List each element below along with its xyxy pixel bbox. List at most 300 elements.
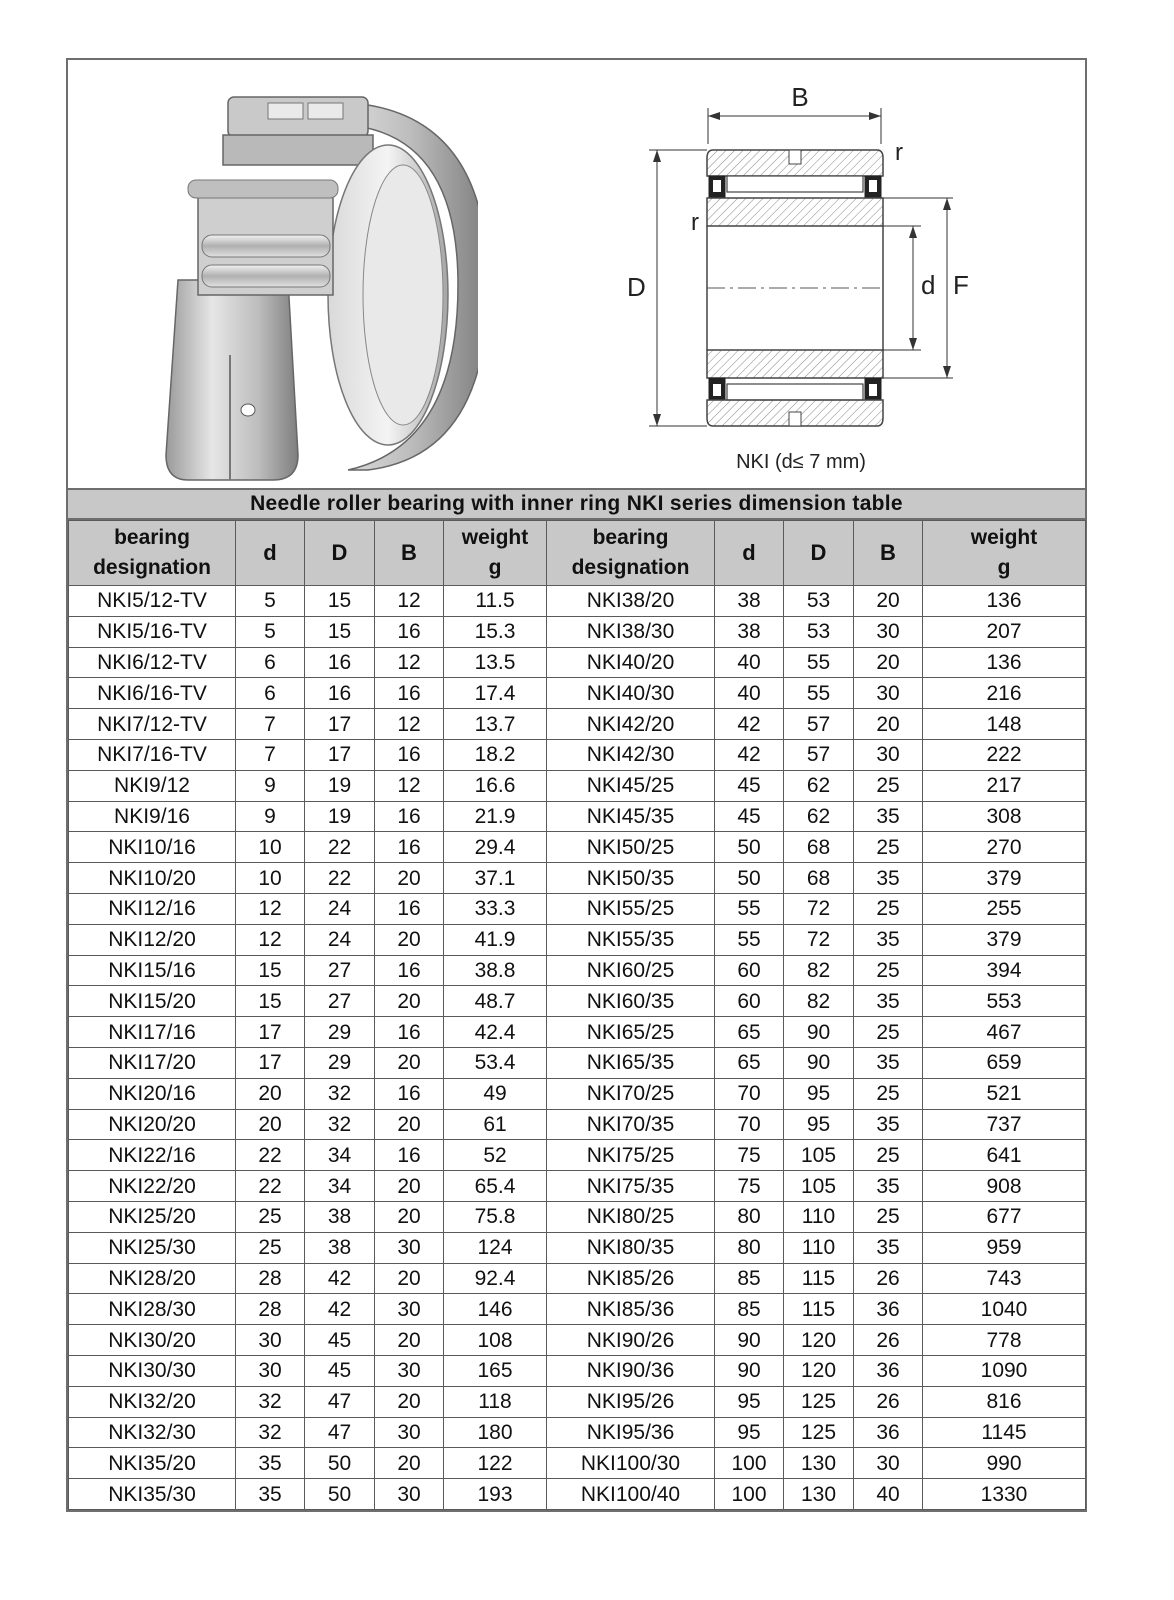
- cell-D-left: 47: [305, 1386, 375, 1417]
- cell-D-left: 24: [305, 893, 375, 924]
- cell-B-right: 26: [854, 1386, 923, 1417]
- cell-weight-right: 778: [923, 1325, 1086, 1356]
- cell-weight-left: 53.4: [444, 1047, 547, 1078]
- cell-D-right: 115: [784, 1263, 854, 1294]
- table-title: Needle roller bearing with inner ring NKI series dimension table: [68, 488, 1085, 520]
- cell-weight-right: 136: [923, 647, 1086, 678]
- cell-d-left: 30: [236, 1325, 305, 1356]
- cell-D-right: 57: [784, 739, 854, 770]
- cell-D-left: 16: [305, 647, 375, 678]
- cell-B-right: 25: [854, 1140, 923, 1171]
- cell-d-left: 22: [236, 1171, 305, 1202]
- header-D-right: D: [784, 521, 854, 586]
- cell-weight-left: 124: [444, 1232, 547, 1263]
- cell-D-left: 34: [305, 1171, 375, 1202]
- table-body: [69, 586, 1086, 1510]
- cell-designation-left: NKI25/20: [69, 1201, 236, 1232]
- cell-B-right: 25: [854, 1017, 923, 1048]
- cell-weight-right: 217: [923, 770, 1086, 801]
- table-row: [69, 1078, 1086, 1109]
- cell-B-right: 25: [854, 1078, 923, 1109]
- cell-B-left: 16: [375, 893, 444, 924]
- table-row: [69, 955, 1086, 986]
- cell-weight-right: 136: [923, 586, 1086, 617]
- cell-designation-left: NKI9/12: [69, 770, 236, 801]
- cell-d-right: 40: [715, 678, 784, 709]
- cell-d-left: 25: [236, 1201, 305, 1232]
- cell-B-left: 16: [375, 739, 444, 770]
- cell-designation-left: NKI17/16: [69, 1017, 236, 1048]
- header-B-left: B: [375, 521, 444, 586]
- cell-d-left: 30: [236, 1355, 305, 1386]
- cell-B-right: 36: [854, 1417, 923, 1448]
- cell-B-right: 35: [854, 1047, 923, 1078]
- cell-weight-left: 15.3: [444, 616, 547, 647]
- cell-d-right: 100: [715, 1479, 784, 1510]
- cell-weight-left: 75.8: [444, 1201, 547, 1232]
- cell-D-right: 95: [784, 1109, 854, 1140]
- cell-d-right: 42: [715, 739, 784, 770]
- table-row: [69, 1294, 1086, 1325]
- cell-B-right: 30: [854, 678, 923, 709]
- cell-designation-right: NKI50/35: [547, 863, 715, 894]
- header-B-right: B: [854, 521, 923, 586]
- cell-B-right: 25: [854, 832, 923, 863]
- cell-D-left: 32: [305, 1078, 375, 1109]
- cell-B-left: 16: [375, 1017, 444, 1048]
- cell-designation-left: NKI6/16-TV: [69, 678, 236, 709]
- cell-d-right: 45: [715, 770, 784, 801]
- cell-weight-left: 165: [444, 1355, 547, 1386]
- cell-d-left: 32: [236, 1417, 305, 1448]
- cell-d-left: 10: [236, 863, 305, 894]
- cell-designation-left: NKI35/30: [69, 1479, 236, 1510]
- figure-area: [68, 60, 1085, 488]
- table-row: [69, 801, 1086, 832]
- cell-D-left: 17: [305, 739, 375, 770]
- label-d: d: [921, 270, 936, 300]
- cell-weight-left: 49: [444, 1078, 547, 1109]
- cell-designation-right: NKI70/35: [547, 1109, 715, 1140]
- cell-designation-left: NKI20/16: [69, 1078, 236, 1109]
- table-row: [69, 770, 1086, 801]
- cell-designation-right: NKI65/35: [547, 1047, 715, 1078]
- bearing-illustration: [158, 85, 478, 485]
- cell-d-right: 60: [715, 955, 784, 986]
- cell-B-right: 30: [854, 739, 923, 770]
- cell-designation-right: NKI42/30: [547, 739, 715, 770]
- cell-D-left: 27: [305, 955, 375, 986]
- cell-weight-right: 743: [923, 1263, 1086, 1294]
- cell-weight-right: 270: [923, 832, 1086, 863]
- cell-weight-left: 42.4: [444, 1017, 547, 1048]
- cell-D-left: 19: [305, 801, 375, 832]
- cell-B-left: 12: [375, 770, 444, 801]
- cell-d-left: 17: [236, 1047, 305, 1078]
- cell-B-left: 16: [375, 1140, 444, 1171]
- table-row: [69, 863, 1086, 894]
- cell-d-left: 6: [236, 678, 305, 709]
- cell-d-left: 9: [236, 770, 305, 801]
- cell-designation-left: NKI5/12-TV: [69, 586, 236, 617]
- cell-d-left: 5: [236, 616, 305, 647]
- cell-B-left: 20: [375, 1171, 444, 1202]
- cell-weight-left: 146: [444, 1294, 547, 1325]
- cell-D-left: 50: [305, 1448, 375, 1479]
- cell-B-left: 12: [375, 709, 444, 740]
- cell-D-right: 53: [784, 616, 854, 647]
- cell-B-left: 20: [375, 986, 444, 1017]
- header-designation-right: bearing designation: [547, 521, 715, 586]
- cell-d-right: 40: [715, 647, 784, 678]
- table-row: [69, 678, 1086, 709]
- cell-D-left: 29: [305, 1047, 375, 1078]
- cell-weight-right: 990: [923, 1448, 1086, 1479]
- cell-d-left: 6: [236, 647, 305, 678]
- cell-weight-right: 677: [923, 1201, 1086, 1232]
- cell-weight-right: 521: [923, 1078, 1086, 1109]
- cell-designation-right: NKI80/35: [547, 1232, 715, 1263]
- header-weight-right: weight g: [923, 521, 1086, 586]
- cell-designation-right: NKI90/36: [547, 1355, 715, 1386]
- cell-D-right: 105: [784, 1140, 854, 1171]
- cell-B-left: 20: [375, 1109, 444, 1140]
- cell-D-right: 72: [784, 924, 854, 955]
- cell-B-right: 25: [854, 770, 923, 801]
- cell-designation-left: NKI28/20: [69, 1263, 236, 1294]
- cell-weight-left: 122: [444, 1448, 547, 1479]
- cell-B-right: 40: [854, 1479, 923, 1510]
- cell-designation-left: NKI12/20: [69, 924, 236, 955]
- cell-weight-left: 65.4: [444, 1171, 547, 1202]
- cell-designation-right: NKI42/20: [547, 709, 715, 740]
- cell-designation-right: NKI60/35: [547, 986, 715, 1017]
- cell-d-left: 10: [236, 832, 305, 863]
- cell-B-left: 16: [375, 955, 444, 986]
- cell-d-left: 7: [236, 739, 305, 770]
- table-row: [69, 586, 1086, 617]
- cell-designation-right: NKI50/25: [547, 832, 715, 863]
- cell-d-left: 12: [236, 924, 305, 955]
- cell-B-right: 20: [854, 586, 923, 617]
- cell-D-right: 110: [784, 1201, 854, 1232]
- cell-d-right: 65: [715, 1017, 784, 1048]
- cell-d-left: 32: [236, 1386, 305, 1417]
- cell-d-right: 55: [715, 893, 784, 924]
- label-r-left: r: [691, 209, 699, 236]
- cell-D-right: 90: [784, 1017, 854, 1048]
- cell-D-right: 95: [784, 1078, 854, 1109]
- cell-D-right: 125: [784, 1386, 854, 1417]
- cell-designation-left: NKI10/20: [69, 863, 236, 894]
- cell-B-left: 20: [375, 863, 444, 894]
- cell-designation-right: NKI45/25: [547, 770, 715, 801]
- cell-d-right: 100: [715, 1448, 784, 1479]
- table-header-row: [69, 521, 1086, 586]
- cell-D-left: 38: [305, 1232, 375, 1263]
- cell-D-left: 47: [305, 1417, 375, 1448]
- table-row: [69, 1448, 1086, 1479]
- cell-designation-right: NKI75/25: [547, 1140, 715, 1171]
- cell-designation-right: NKI100/40: [547, 1479, 715, 1510]
- cell-B-left: 30: [375, 1417, 444, 1448]
- cell-designation-left: NKI30/30: [69, 1355, 236, 1386]
- cell-weight-left: 11.5: [444, 586, 547, 617]
- cell-B-right: 35: [854, 1232, 923, 1263]
- cell-designation-left: NKI5/16-TV: [69, 616, 236, 647]
- cell-d-left: 9: [236, 801, 305, 832]
- cell-D-right: 72: [784, 893, 854, 924]
- header-d-left: d: [236, 521, 305, 586]
- cell-weight-right: 379: [923, 924, 1086, 955]
- cell-D-right: 105: [784, 1171, 854, 1202]
- cell-designation-right: NKI95/36: [547, 1417, 715, 1448]
- cell-B-left: 20: [375, 1047, 444, 1078]
- cell-designation-right: NKI95/26: [547, 1386, 715, 1417]
- table-row: [69, 709, 1086, 740]
- cell-designation-right: NKI38/20: [547, 586, 715, 617]
- table-row: [69, 1140, 1086, 1171]
- cell-weight-right: 959: [923, 1232, 1086, 1263]
- header-d-right: d: [715, 521, 784, 586]
- cell-designation-left: NKI22/20: [69, 1171, 236, 1202]
- cell-D-right: 115: [784, 1294, 854, 1325]
- cell-D-left: 16: [305, 678, 375, 709]
- cell-weight-right: 553: [923, 986, 1086, 1017]
- cell-D-left: 29: [305, 1017, 375, 1048]
- table-row: [69, 986, 1086, 1017]
- cell-d-left: 28: [236, 1263, 305, 1294]
- cell-d-right: 50: [715, 832, 784, 863]
- table-row: [69, 1047, 1086, 1078]
- cell-B-right: 35: [854, 1171, 923, 1202]
- cell-d-left: 12: [236, 893, 305, 924]
- cell-d-right: 75: [715, 1140, 784, 1171]
- cell-designation-right: NKI65/25: [547, 1017, 715, 1048]
- cell-weight-left: 41.9: [444, 924, 547, 955]
- cell-B-right: 25: [854, 1201, 923, 1232]
- cell-B-left: 30: [375, 1294, 444, 1325]
- cell-d-left: 15: [236, 986, 305, 1017]
- cell-D-right: 82: [784, 986, 854, 1017]
- cell-d-right: 75: [715, 1171, 784, 1202]
- cell-D-left: 34: [305, 1140, 375, 1171]
- cell-D-right: 68: [784, 863, 854, 894]
- table-row: [69, 1355, 1086, 1386]
- cell-weight-right: 255: [923, 893, 1086, 924]
- cell-D-right: 130: [784, 1448, 854, 1479]
- cell-B-right: 30: [854, 1448, 923, 1479]
- cell-D-left: 15: [305, 616, 375, 647]
- cell-designation-left: NKI32/20: [69, 1386, 236, 1417]
- cell-D-left: 17: [305, 709, 375, 740]
- cell-designation-left: NKI35/20: [69, 1448, 236, 1479]
- cell-weight-right: 908: [923, 1171, 1086, 1202]
- cell-designation-right: NKI38/30: [547, 616, 715, 647]
- cell-D-left: 22: [305, 832, 375, 863]
- cell-weight-left: 61: [444, 1109, 547, 1140]
- cell-d-left: 5: [236, 586, 305, 617]
- cell-D-left: 42: [305, 1294, 375, 1325]
- cell-designation-right: NKI85/36: [547, 1294, 715, 1325]
- cell-d-right: 85: [715, 1294, 784, 1325]
- cell-weight-right: 467: [923, 1017, 1086, 1048]
- cell-d-left: 20: [236, 1078, 305, 1109]
- cell-B-left: 30: [375, 1479, 444, 1510]
- cell-B-left: 20: [375, 1263, 444, 1294]
- cell-weight-left: 33.3: [444, 893, 547, 924]
- cell-B-left: 30: [375, 1232, 444, 1263]
- cell-D-right: 120: [784, 1325, 854, 1356]
- cell-B-left: 16: [375, 1078, 444, 1109]
- cell-designation-left: NKI25/30: [69, 1232, 236, 1263]
- cell-D-right: 110: [784, 1232, 854, 1263]
- cell-weight-right: 222: [923, 739, 1086, 770]
- table-row: [69, 616, 1086, 647]
- cell-d-right: 50: [715, 863, 784, 894]
- dimension-table: [68, 520, 1086, 1510]
- cell-weight-left: 16.6: [444, 770, 547, 801]
- cell-weight-right: 816: [923, 1386, 1086, 1417]
- cell-B-right: 36: [854, 1355, 923, 1386]
- cell-designation-right: NKI60/25: [547, 955, 715, 986]
- cell-d-right: 42: [715, 709, 784, 740]
- table-row: [69, 1017, 1086, 1048]
- cell-B-left: 20: [375, 1448, 444, 1479]
- cell-weight-right: 1145: [923, 1417, 1086, 1448]
- cell-D-left: 45: [305, 1325, 375, 1356]
- cell-B-right: 25: [854, 893, 923, 924]
- cell-d-right: 38: [715, 586, 784, 617]
- table-row: [69, 893, 1086, 924]
- cell-d-left: 22: [236, 1140, 305, 1171]
- cell-designation-left: NKI9/16: [69, 801, 236, 832]
- table-row: [69, 647, 1086, 678]
- cell-weight-left: 13.5: [444, 647, 547, 678]
- cell-D-right: 62: [784, 801, 854, 832]
- cell-weight-right: 737: [923, 1109, 1086, 1140]
- cell-d-left: 25: [236, 1232, 305, 1263]
- cell-weight-left: 29.4: [444, 832, 547, 863]
- cell-d-right: 90: [715, 1355, 784, 1386]
- cell-D-right: 68: [784, 832, 854, 863]
- cell-designation-left: NKI30/20: [69, 1325, 236, 1356]
- cell-weight-right: 207: [923, 616, 1086, 647]
- label-D: D: [627, 272, 646, 302]
- cell-designation-right: NKI55/35: [547, 924, 715, 955]
- cell-weight-left: 118: [444, 1386, 547, 1417]
- cell-designation-left: NKI17/20: [69, 1047, 236, 1078]
- cell-d-right: 80: [715, 1201, 784, 1232]
- cell-d-right: 95: [715, 1386, 784, 1417]
- label-B: B: [791, 82, 809, 112]
- cell-D-left: 27: [305, 986, 375, 1017]
- cell-weight-right: 1330: [923, 1479, 1086, 1510]
- cell-D-right: 62: [784, 770, 854, 801]
- cell-B-right: 35: [854, 863, 923, 894]
- cell-weight-left: 108: [444, 1325, 547, 1356]
- cell-d-right: 95: [715, 1417, 784, 1448]
- table-row: [69, 1386, 1086, 1417]
- cell-weight-left: 180: [444, 1417, 547, 1448]
- cell-D-left: 19: [305, 770, 375, 801]
- cell-designation-left: NKI15/20: [69, 986, 236, 1017]
- cell-designation-left: NKI7/12-TV: [69, 709, 236, 740]
- cell-B-right: 36: [854, 1294, 923, 1325]
- cell-designation-right: NKI75/35: [547, 1171, 715, 1202]
- cell-weight-right: 1090: [923, 1355, 1086, 1386]
- table-row: [69, 832, 1086, 863]
- cell-d-right: 70: [715, 1109, 784, 1140]
- cell-D-right: 55: [784, 678, 854, 709]
- cell-B-right: 35: [854, 1109, 923, 1140]
- cell-d-left: 28: [236, 1294, 305, 1325]
- cell-weight-left: 37.1: [444, 863, 547, 894]
- cell-designation-left: NKI6/12-TV: [69, 647, 236, 678]
- header-weight-left: weight g: [444, 521, 547, 586]
- cell-weight-left: 48.7: [444, 986, 547, 1017]
- cell-D-right: 90: [784, 1047, 854, 1078]
- cell-B-right: 30: [854, 616, 923, 647]
- cell-D-left: 42: [305, 1263, 375, 1294]
- cell-B-right: 20: [854, 709, 923, 740]
- cell-D-right: 53: [784, 586, 854, 617]
- cell-d-left: 7: [236, 709, 305, 740]
- cell-D-left: 50: [305, 1479, 375, 1510]
- cell-designation-right: NKI100/30: [547, 1448, 715, 1479]
- cell-B-left: 20: [375, 1386, 444, 1417]
- cell-designation-right: NKI90/26: [547, 1325, 715, 1356]
- table-row: [69, 1171, 1086, 1202]
- cell-B-right: 35: [854, 924, 923, 955]
- cell-weight-left: 92.4: [444, 1263, 547, 1294]
- cell-B-right: 20: [854, 647, 923, 678]
- cell-D-left: 32: [305, 1109, 375, 1140]
- cell-weight-left: 13.7: [444, 709, 547, 740]
- table-row: [69, 1232, 1086, 1263]
- cell-designation-left: NKI20/20: [69, 1109, 236, 1140]
- cell-d-right: 60: [715, 986, 784, 1017]
- cell-B-left: 16: [375, 801, 444, 832]
- cell-weight-left: 17.4: [444, 678, 547, 709]
- cell-d-right: 65: [715, 1047, 784, 1078]
- table-row: [69, 1417, 1086, 1448]
- cell-designation-left: NKI12/16: [69, 893, 236, 924]
- cell-designation-right: NKI40/30: [547, 678, 715, 709]
- table-row: [69, 1325, 1086, 1356]
- cell-weight-right: 1040: [923, 1294, 1086, 1325]
- cell-d-left: 17: [236, 1017, 305, 1048]
- cell-B-right: 26: [854, 1325, 923, 1356]
- cell-d-right: 90: [715, 1325, 784, 1356]
- cell-weight-right: 308: [923, 801, 1086, 832]
- table-row: [69, 924, 1086, 955]
- cell-weight-left: 52: [444, 1140, 547, 1171]
- cell-d-right: 45: [715, 801, 784, 832]
- cell-designation-left: NKI10/16: [69, 832, 236, 863]
- cell-weight-right: 659: [923, 1047, 1086, 1078]
- cell-weight-left: 18.2: [444, 739, 547, 770]
- cell-d-left: 20: [236, 1109, 305, 1140]
- cell-designation-right: NKI80/25: [547, 1201, 715, 1232]
- cell-designation-left: NKI28/30: [69, 1294, 236, 1325]
- cell-weight-right: 394: [923, 955, 1086, 986]
- cell-B-right: 35: [854, 986, 923, 1017]
- cell-D-left: 38: [305, 1201, 375, 1232]
- cell-designation-left: NKI32/30: [69, 1417, 236, 1448]
- cell-B-left: 12: [375, 586, 444, 617]
- cell-B-left: 16: [375, 616, 444, 647]
